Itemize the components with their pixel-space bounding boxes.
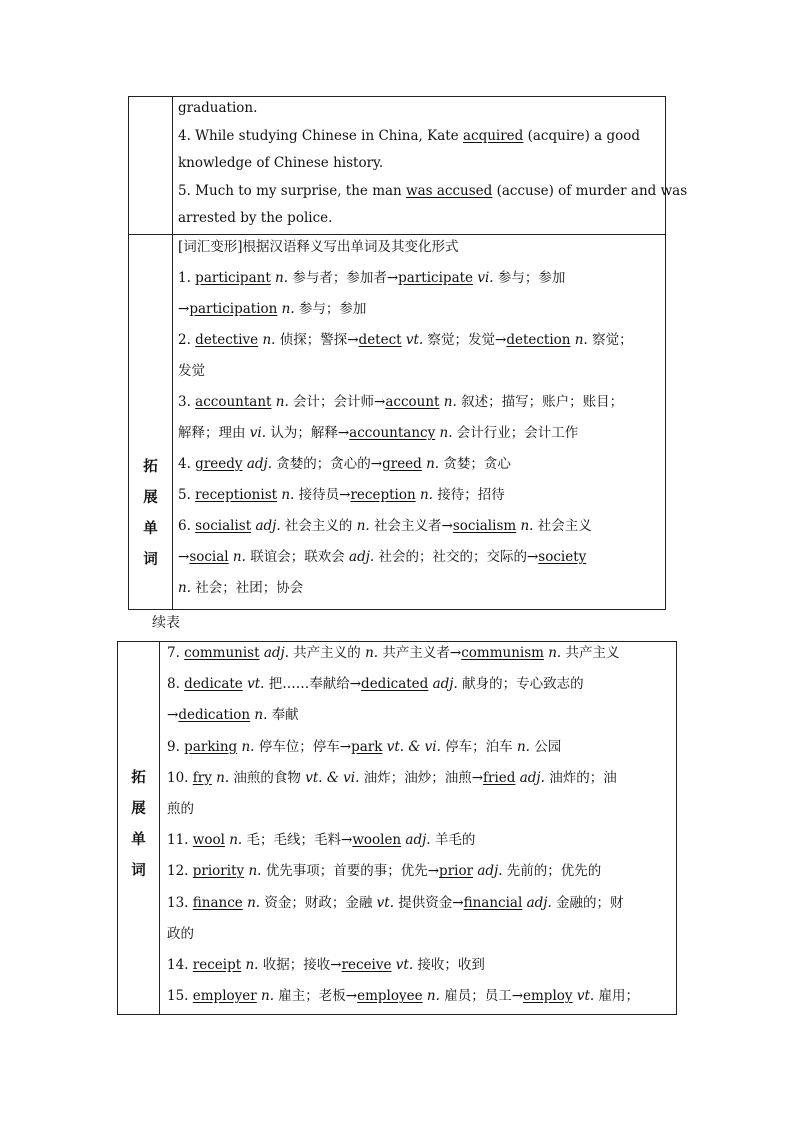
text-segment: 参与者；参加者→ <box>288 270 399 286</box>
text-segment: 金融的；财 <box>551 894 624 911</box>
top-category-column <box>129 97 173 609</box>
part-of-speech: n. <box>281 487 295 503</box>
part-of-speech: vt. & vi. <box>305 769 360 786</box>
part-of-speech: n. <box>281 301 295 317</box>
part-of-speech: n. <box>356 518 370 534</box>
text-line <box>178 154 383 172</box>
part-of-speech: n. <box>419 487 433 503</box>
text-segment: 7. <box>167 645 185 661</box>
part-of-speech: n. <box>520 518 534 534</box>
answer-word: wool <box>192 832 225 849</box>
text-segment: 油炸；油炒；油煎→ <box>359 769 484 786</box>
text-segment: 3. <box>178 394 196 410</box>
continued-label: 续表 <box>152 615 180 631</box>
text-line <box>178 424 578 442</box>
text-segment: 察觉； <box>587 332 633 348</box>
text-line <box>178 362 205 380</box>
bottom-category-column <box>118 642 160 1014</box>
part-of-speech: n. <box>516 738 530 755</box>
text-line <box>167 956 485 974</box>
text-segment: 发觉 <box>178 363 205 379</box>
part-of-speech: n. <box>261 988 275 1005</box>
text-line <box>167 675 584 693</box>
text-segment: 收据；接收→ <box>258 957 342 973</box>
text-line <box>178 127 640 145</box>
text-segment: 优先事项；首要的事；优先→ <box>261 863 440 880</box>
text-segment: 参与；参加 <box>493 270 566 286</box>
part-of-speech: n. <box>262 332 276 348</box>
part-of-speech: vt. <box>576 988 595 1005</box>
part-of-speech: vt. <box>376 894 394 911</box>
text-segment: 贪婪的；贪心的→ <box>271 456 383 472</box>
text-segment: 停车位；停车→ <box>254 738 352 755</box>
text-segment: 接待员→ <box>294 487 351 503</box>
part-of-speech: vt. <box>395 957 414 973</box>
answer-word: socialist <box>195 518 252 534</box>
text-segment: 会计行业；会计工作 <box>452 425 579 441</box>
part-of-speech: n. <box>426 456 440 472</box>
text-segment: 社会主义者→ <box>369 518 453 534</box>
text-segment: 14. <box>167 957 193 973</box>
text-segment: 5. <box>178 487 196 503</box>
answer-word: reception <box>350 487 416 503</box>
text-segment: 接收；收到 <box>413 957 485 973</box>
answer-word: receive <box>341 957 392 973</box>
answer-word: acquired <box>462 127 524 144</box>
category-char: 展 <box>131 801 146 817</box>
answer-word: dedicate <box>184 676 243 693</box>
text-segment: 8. <box>167 676 185 693</box>
text-segment: 贪婪；贪心 <box>439 456 511 472</box>
part-of-speech: n. <box>232 549 246 565</box>
answer-word: participant <box>195 270 271 286</box>
answer-word: accountancy <box>349 425 436 441</box>
category-char: 词 <box>131 863 146 879</box>
part-of-speech: vi. <box>477 270 494 286</box>
answer-word: prior <box>439 863 474 880</box>
text-line <box>167 644 620 662</box>
category-char: 展 <box>143 490 158 506</box>
part-of-speech: n. <box>548 645 562 661</box>
part-of-speech: n. <box>241 738 255 755</box>
text-segment: 联谊会；联欢会 <box>245 549 350 565</box>
text-segment: [词汇变形]根据汉语释义写出单词及其变化形式 <box>178 239 459 255</box>
part-of-speech: n. <box>245 957 259 973</box>
text-segment: 会计；会计师→ <box>288 394 386 410</box>
text-segment: 雇主；老板→ <box>274 988 358 1005</box>
part-of-speech: adj. <box>263 645 289 661</box>
text-segment: 社会主义的 <box>280 518 357 534</box>
text-line <box>167 831 475 849</box>
text-line <box>178 331 633 349</box>
part-of-speech: n. <box>439 425 453 441</box>
answer-word: accountant <box>195 394 272 410</box>
part-of-speech: n. <box>216 769 230 786</box>
text-segment: 叙述；描写；账户；账目； <box>456 394 624 410</box>
answer-word: fry <box>192 769 212 786</box>
answer-word: communist <box>184 645 260 661</box>
text-segment: → <box>178 301 190 317</box>
part-of-speech: n. <box>248 863 262 880</box>
answer-word: was accused <box>406 182 493 199</box>
text-line <box>178 300 366 318</box>
text-line <box>167 925 194 943</box>
answer-word: park <box>351 738 383 755</box>
part-of-speech: adj. <box>519 769 545 786</box>
part-of-speech: n. <box>443 394 457 410</box>
text-line <box>167 800 194 818</box>
answer-word: dedication <box>178 707 251 724</box>
answer-word: greedy <box>195 456 243 472</box>
part-of-speech: n. <box>574 332 588 348</box>
part-of-speech: adj. <box>246 456 272 472</box>
answer-word: finance <box>192 894 243 911</box>
answer-word: social <box>189 549 229 565</box>
text-line <box>167 987 639 1005</box>
text-segment: 献身的；专心致志的 <box>457 676 584 693</box>
answer-word: communism <box>461 645 544 661</box>
text-line <box>178 486 505 504</box>
text-segment: knowledge of Chinese history. <box>178 155 384 171</box>
text-segment: 侦探；警探→ <box>275 332 359 348</box>
text-segment: → <box>178 549 190 565</box>
answer-word: greed <box>382 456 422 472</box>
answer-word: participation <box>189 301 278 317</box>
text-line <box>178 455 511 473</box>
text-line <box>178 393 623 411</box>
text-line <box>167 894 624 912</box>
text-line <box>178 579 303 597</box>
text-line <box>178 517 592 535</box>
text-segment: → <box>167 707 179 724</box>
text-segment: 10. <box>167 769 193 786</box>
text-segment: 6. <box>178 518 196 534</box>
answer-word: woolen <box>352 832 402 849</box>
text-segment: 先前的；优先的 <box>502 863 602 880</box>
answer-word: participate <box>398 270 474 286</box>
answer-word: dedicated <box>361 676 429 693</box>
answer-word: receptionist <box>195 487 278 503</box>
text-segment: (acquire) a good <box>523 127 641 144</box>
text-segment: 共产主义的 <box>289 645 366 661</box>
answer-word: employee <box>357 988 423 1005</box>
text-segment: 11. <box>167 832 193 849</box>
text-segment: 社会主义 <box>533 518 592 534</box>
text-segment: 9. <box>167 738 185 755</box>
text-segment: 参与；参加 <box>294 301 367 317</box>
row-divider <box>129 234 665 235</box>
text-segment: 4. <box>178 456 196 472</box>
text-line <box>167 862 601 880</box>
part-of-speech: vi. <box>249 425 267 441</box>
answer-word: detect <box>358 332 402 348</box>
text-segment: 解释；理由 <box>178 425 250 441</box>
text-segment: 油炸的；油 <box>544 769 617 786</box>
text-segment: 5. Much to my surprise, the man <box>178 182 407 199</box>
text-line <box>167 706 299 724</box>
text-line <box>178 209 332 227</box>
answer-word: employer <box>192 988 257 1005</box>
text-segment: 雇员；员工→ <box>439 988 524 1005</box>
part-of-speech: adj. <box>405 832 431 849</box>
part-of-speech: adj. <box>526 894 552 911</box>
text-line <box>178 548 586 566</box>
text-line <box>178 238 459 256</box>
answer-word: account <box>385 394 440 410</box>
category-char: 单 <box>143 521 158 537</box>
answer-word: fried <box>483 769 516 786</box>
text-segment: 煎的 <box>167 801 194 817</box>
part-of-speech: adj. <box>432 676 458 693</box>
answer-word: detective <box>195 332 259 348</box>
answer-word: receipt <box>192 957 242 973</box>
text-segment: 认为；解释→ <box>266 425 350 441</box>
text-segment: 羊毛的 <box>430 832 476 849</box>
part-of-speech: adj. <box>477 863 503 880</box>
part-of-speech: vt. <box>405 332 424 348</box>
part-of-speech: n. <box>178 580 191 596</box>
text-segment: 油煎的食物 <box>229 769 306 786</box>
part-of-speech: n. <box>365 645 379 661</box>
text-segment: 奉献 <box>267 707 299 724</box>
part-of-speech: vt. & vi. <box>386 738 441 755</box>
part-of-speech: n. <box>247 894 261 911</box>
text-segment: 共产主义 <box>561 645 620 661</box>
text-segment: 毛；毛线；毛料→ <box>242 832 353 849</box>
text-segment: 雇用； <box>594 988 639 1005</box>
part-of-speech: n. <box>426 988 440 1005</box>
text-segment: 13. <box>167 894 193 911</box>
part-of-speech: n. <box>254 707 268 724</box>
text-segment: 停车；泊车 <box>440 738 517 755</box>
text-segment: 社会；社团；协会 <box>191 580 304 596</box>
answer-word: employ <box>523 988 573 1005</box>
part-of-speech: n. <box>275 270 289 286</box>
category-char: 单 <box>131 832 146 848</box>
part-of-speech: n. <box>229 832 243 849</box>
part-of-speech: vt. <box>247 676 265 693</box>
answer-word: financial <box>463 894 523 911</box>
text-line <box>167 738 561 756</box>
part-of-speech: adj. <box>255 518 281 534</box>
text-line <box>178 269 565 287</box>
text-segment: (accuse) of murder and was <box>492 182 688 199</box>
part-of-speech: adj. <box>349 549 375 565</box>
text-segment: 提供资金→ <box>394 894 464 911</box>
text-line <box>178 182 687 200</box>
text-segment: 社会的；社交的；交际的→ <box>374 549 539 565</box>
answer-word: priority <box>192 863 245 880</box>
text-segment: 1. <box>178 270 196 286</box>
part-of-speech: n. <box>275 394 289 410</box>
text-segment: 15. <box>167 988 193 1005</box>
category-char: 拓 <box>131 770 146 786</box>
answer-word: socialism <box>452 518 517 534</box>
text-segment: 4. While studying Chinese in China, Kate <box>178 127 463 144</box>
category-char: 拓 <box>143 459 158 475</box>
text-segment: arrested by the police. <box>178 210 333 226</box>
text-segment: graduation. <box>178 100 258 116</box>
answer-word: society <box>538 549 587 565</box>
text-segment: 资金；财政；金融 <box>260 894 377 911</box>
text-line <box>178 99 257 117</box>
text-segment: 2. <box>178 332 196 348</box>
text-segment: 把……奉献给→ <box>264 676 362 693</box>
text-line <box>167 769 617 787</box>
answer-word: parking <box>184 738 238 755</box>
answer-word: detection <box>506 332 571 348</box>
text-segment: 接待；招待 <box>432 487 505 503</box>
text-segment: 察觉；发觉→ <box>423 332 507 348</box>
text-segment: 政的 <box>167 925 194 942</box>
text-segment: 公园 <box>529 738 562 755</box>
text-segment: 12. <box>167 863 193 880</box>
category-char: 词 <box>143 552 158 568</box>
text-segment: 共产主义者→ <box>378 645 462 661</box>
